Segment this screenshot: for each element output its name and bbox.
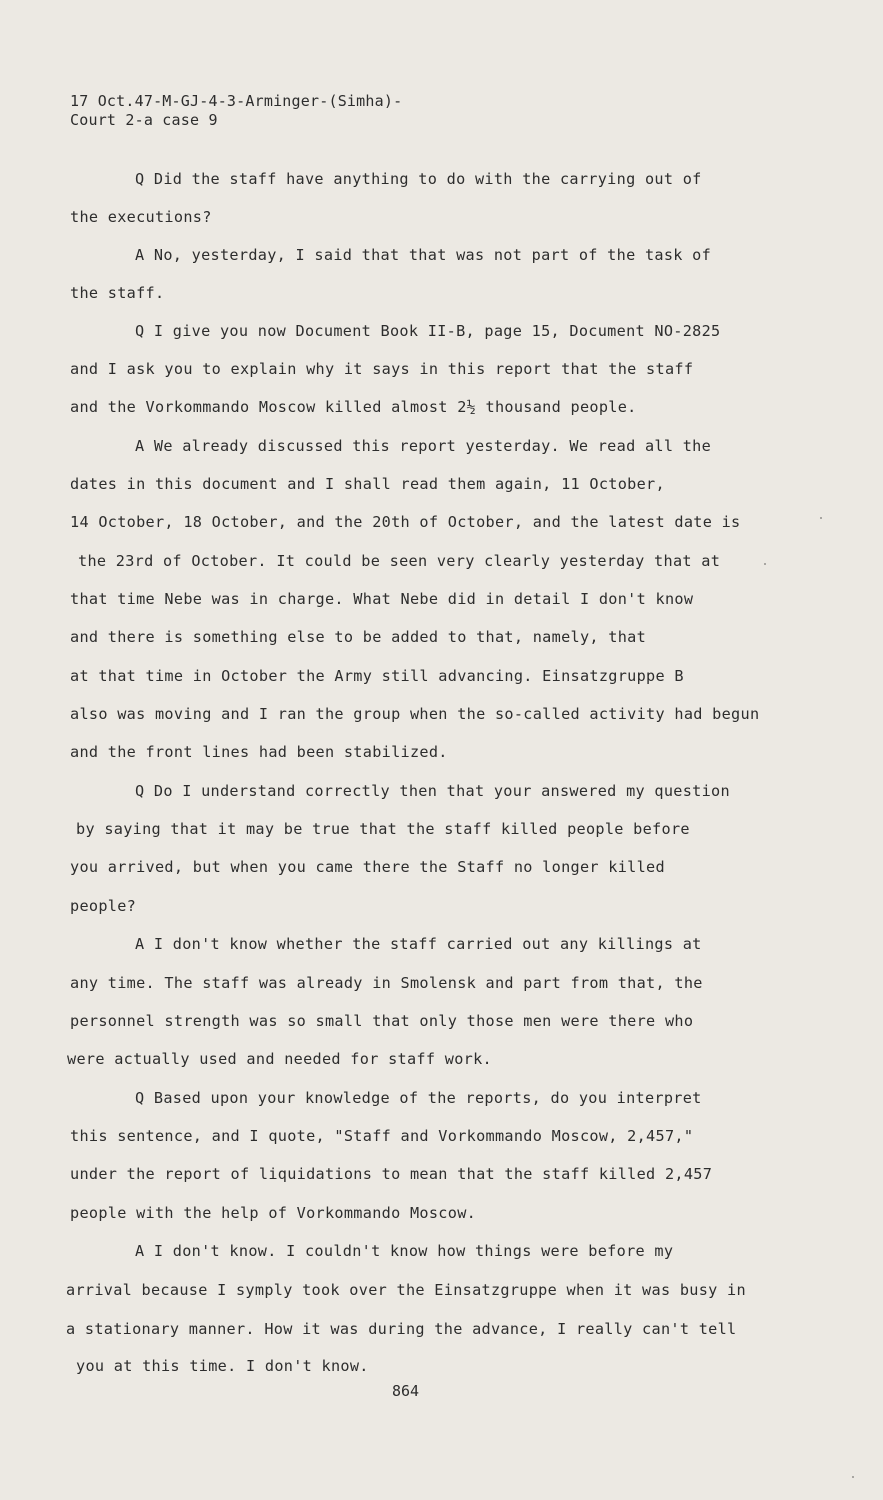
transcript-line: Q Did the staff have anything to do with the carrying out of <box>135 170 702 188</box>
transcript-line: at that time in October the Army still advancing. Einsatzgruppe B <box>70 667 684 685</box>
paper-speck <box>820 517 822 519</box>
transcript-line: under the report of liquidations to mean that the staff killed 2,457 <box>70 1165 713 1183</box>
page-number: 864 <box>392 1382 420 1400</box>
transcript-line: people with the help of Vorkommando Moscow. <box>70 1204 477 1222</box>
transcript-line: that time Nebe was in charge. What Nebe did in detail I don't know <box>70 590 694 608</box>
transcript-line: A I don't know. I couldn't know how things were before my <box>135 1242 674 1260</box>
header-line-session: 17 Oct.47-M-GJ-4-3-Arminger-(Simha)- <box>70 92 403 110</box>
transcript-line: A No, yesterday, I said that that was not part of the task of <box>135 246 712 264</box>
header-line-court: Court 2-a case 9 <box>70 111 218 129</box>
transcript-line: and the Vorkommando Moscow killed almost 2½ thousand people. <box>70 398 637 416</box>
transcript-line: 14 October, 18 October, and the 20th of October, and the latest date is <box>70 513 741 531</box>
transcript-line: also was moving and I ran the group when the so-called activity had begun <box>70 705 760 723</box>
transcript-line: the 23rd of October. It could be seen very clearly yesterday that at <box>78 552 721 570</box>
transcript-line: were actually used and needed for staff work. <box>67 1050 492 1068</box>
transcript-line: dates in this document and I shall read them again, 11 October, <box>70 475 665 493</box>
transcript-line: by saying that it may be true that the staff killed people before <box>76 820 690 838</box>
transcript-line: people? <box>70 897 137 915</box>
transcript-line: a stationary manner. How it was during the advance, I really can't tell <box>66 1320 737 1338</box>
transcript-line: you arrived, but when you came there the Staff no longer killed <box>70 858 665 876</box>
document-header <box>70 92 402 130</box>
transcript-line: this sentence, and I quote, "Staff and Vorkommando Moscow, 2,457," <box>70 1127 694 1145</box>
paper-speck <box>852 1476 854 1478</box>
transcript-line: Q Do I understand correctly then that your answered my question <box>135 782 730 800</box>
transcript-line: the staff. <box>70 284 165 302</box>
transcript-line: and the front lines had been stabilized. <box>70 743 448 761</box>
transcript-line: Q Based upon your knowledge of the reports, do you interpret <box>135 1089 702 1107</box>
paper-speck <box>764 563 766 565</box>
transcript-line: and I ask you to explain why it says in this report that the staff <box>70 360 694 378</box>
transcript-line: and there is something else to be added to that, namely, that <box>70 628 647 646</box>
transcript-line: you at this time. I don't know. <box>76 1357 369 1375</box>
transcript-line: arrival because I symply took over the Einsatzgruppe when it was busy in <box>66 1281 746 1299</box>
transcript-line: Q I give you now Document Book II-B, page 15, Document NO-2825 <box>135 322 721 340</box>
transcript-line: A We already discussed this report yesterday. We read all the <box>135 437 712 455</box>
transcript-line: A I don't know whether the staff carried out any killings at <box>135 935 702 953</box>
transcript-line: personnel strength was so small that only those men were there who <box>70 1012 694 1030</box>
transcript-line: any time. The staff was already in Smolensk and part from that, the <box>70 974 703 992</box>
transcript-line: the executions? <box>70 208 212 226</box>
